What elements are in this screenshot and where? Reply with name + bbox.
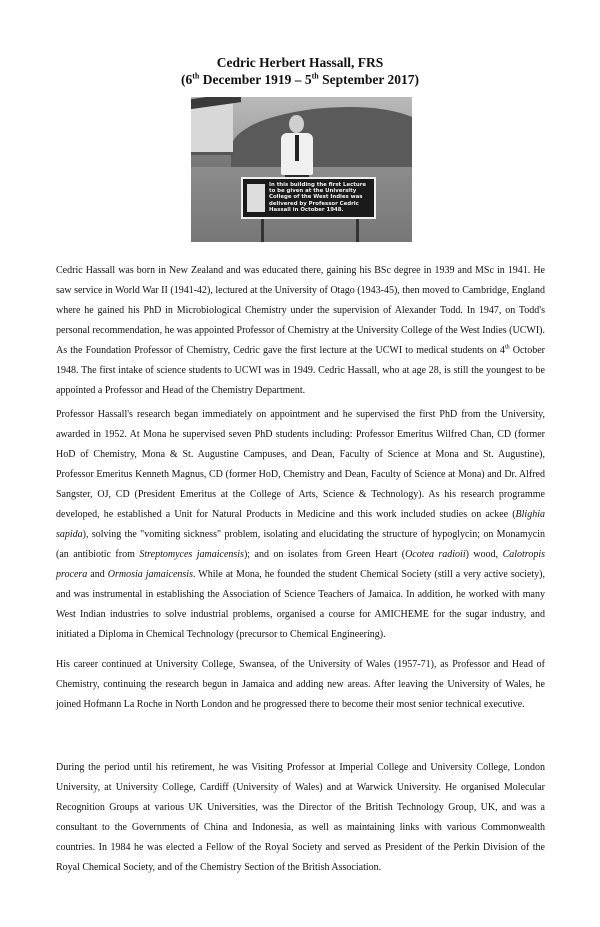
p2-italic-5: Ormosia jamaicensis <box>107 569 193 580</box>
person-tie <box>295 135 299 161</box>
p1-text-b: October 1948. The first intake of science students to UCWI was in 1949. Cedric Hassall, who at age 28, is still the youngest to be appointed a Professor and Head of the Chemistry Department. <box>56 345 545 396</box>
paragraph-retirement: During the period until his retirement, he was Visiting Professor at Imperial College and University College, London University, at University College, Cardiff (University of Wales) and at Warwick University. He organised Molecular Recognition Groups at various UK Universities, was the Director of the British Technology Group, UK, and was a consultant to the Governments of China and Indonesia, as well as maintaining links with various Commonwealth countries. In 1984 he was elected a Fellow of the Royal Society and served as President of the Perkin Division of the Royal Chemical Society, and of the Chemistry Section of the British Association. <box>56 762 545 873</box>
title-dates <box>0 71 600 88</box>
page-title <box>0 54 600 88</box>
paragraph-early-life <box>56 261 545 401</box>
portrait-photo <box>191 97 412 242</box>
sign-post-left <box>261 219 264 242</box>
dates-sup1: th <box>192 71 200 81</box>
paragraph-research <box>56 405 545 645</box>
dates-close: September 2017) <box>318 72 419 87</box>
university-crest-icon <box>247 184 265 212</box>
title-name: Cedric Herbert Hassall, FRS <box>216 55 384 70</box>
photo-building <box>191 102 233 155</box>
p2-italic-1: Blighia sapida <box>56 509 545 540</box>
paragraph-swansea: His career continued at University College, Swansea, of the University of Wales (1957-71), as Professor and Head of Chemistry, continuing the research begun in Jamaica and adding new areas. After leaving the University of Wales, he joined Hofmann La Roche in North London and he progressed there to become their most senior technical executive. <box>56 659 545 710</box>
p2-italic-3: Ocotea radioii <box>405 549 466 560</box>
dates-mid: December 1919 – 5 <box>199 72 312 87</box>
p1-sup: th <box>504 344 510 351</box>
p2-text-c: ); and on isolates from Green Heart ( <box>243 549 406 560</box>
sign-post-right <box>356 219 359 242</box>
p2-text-e: and <box>87 569 108 580</box>
p2-italic-2: Streptomyces jamaicensis <box>139 549 244 560</box>
commemorative-sign <box>241 177 376 219</box>
person-head <box>289 115 304 133</box>
p2-text-a: Professor Hassall's research began immediately on appointment and he supervised the first PhD from the University, awarded in 1952. At Mona he supervised seven PhD students including: Professor Emeritus Wilfred Chan, CD (former HoD of Chemistry, Mona & St. Augustine Campuses, and Dean, Faculty of Science at Mona and St. Augustine), Professor Emeritus Kenneth Magnus, CD (former HoD, Chemistry and Dean, Faculty of Science at Mona) and Dr. Alfred Sangster, OJ, CD (President Emeritus at the College of Arts, Science & Technology). As his research programme developed, he established a Unit for Natural Products in Medicine and this work included studies on ackee ( <box>56 409 545 520</box>
p1-text-a: Cedric Hassall was born in New Zealand and was educated there, gaining his BSc degree in 1939 and MSc in 1941. He saw service in World War II (1941-42), lectured at the University of Otago (1943-45), then moved to Cambridge, England where he gained his PhD in Microbiological Chemistry under the supervision of Alexander Todd. In 1947, on Todd's personal recommendation, he was appointed Professor of Chemistry at the University College of the West Indies (UCWI). As the Foundation Professor of Chemistry, Cedric gave the first lecture at the UCWI to medical students on 4 <box>56 265 545 356</box>
dates-sup2: th <box>311 71 319 81</box>
p2-text-d: ) wood, <box>465 549 503 560</box>
dates-open: (6 <box>181 72 193 87</box>
p2-text-f: . While at Mona, he founded the student Chemical Society (still a very active society), and was instrumental in establishing the Association of Science Teachers of Jamaica. In addition, he worked with many West Indian industries to solve industrial problems, organised a course for AMICHEME for the sugar industry, and initiated a Diploma in Chemical Technology (precursor to Chemical Engineering). <box>56 569 545 640</box>
sign-text: In this building the first Lecture to be given at the University College of the West Indies was delivered by Professor Cedric Hassall in October 1948. <box>269 182 367 213</box>
p2-text-b: ), solving the "vomiting sickness" problem, isolating and elucidating the structure of hypoglycin; on Monamycin (an antibiotic from <box>56 529 545 560</box>
p2-italic-4: Calotropis procera <box>56 549 545 580</box>
